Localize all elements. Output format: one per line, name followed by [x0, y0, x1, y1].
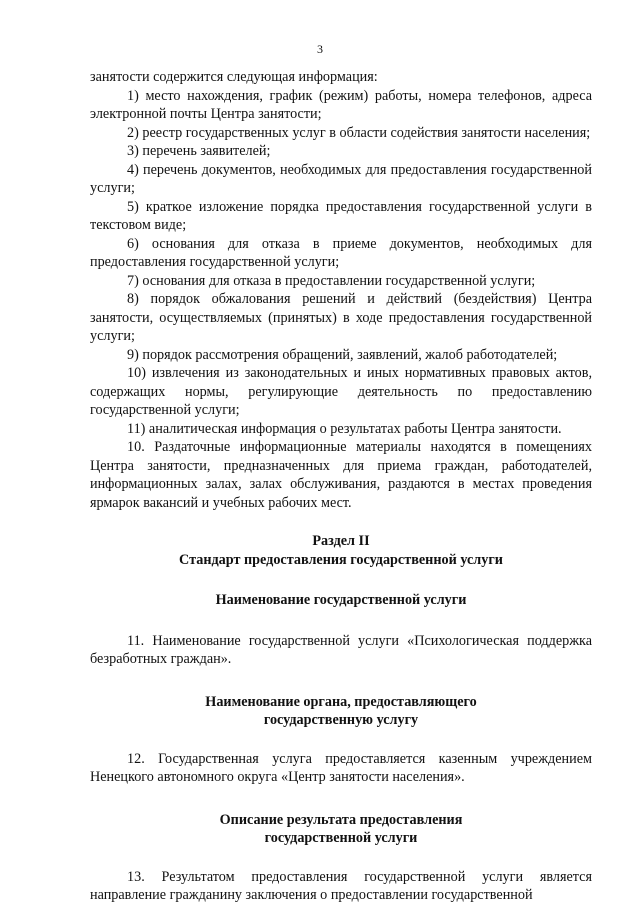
list-item: 4) перечень документов, необходимых для предоставления государственной услуги; — [90, 161, 592, 196]
clause-13: 13. Результатом предоставления государственной услуги является направление гражданину заключения о предоставлении государственной — [90, 868, 592, 903]
heading-authority-line2: государственную услугу — [263, 712, 419, 728]
paragraph-intro: занятости содержится следующая информация: — [90, 69, 378, 85]
heading-authority-line1: Наименование органа, предоставляющего — [205, 693, 477, 710]
paragraph-10: 10. Раздаточные информационные материалы находятся в помещениях Центра занятости, предназначенных для приема граждан, работодателей, информационных залах, залах обслуживания, раздаются в местах проведения ярмарок вакансий и учебных рабочих мест. — [90, 439, 592, 511]
list-item: 8) порядок обжалования решений и действий (бездействия) Центра занятости, осуществляемых (принятых) в ходе предоставления государственной услуги; — [90, 291, 592, 344]
list-item: 11) аналитическая информация о результатах работы Центра занятости. — [127, 420, 562, 437]
list-item: 3) перечень заявителей; — [127, 143, 271, 159]
list-item: 9) порядок рассмотрения обращений, заявлений, жалоб работодателей; — [127, 346, 558, 363]
clause-12: 12. Государственная услуга предоставляется казенным учреждением Ненецкого автономного округа «Центр занятости населения». — [90, 750, 592, 785]
list-item: 7) основания для отказа в предоставлении государственной услуги; — [127, 272, 536, 289]
list-item: 2) реестр государственных услуг в области содействия занятости населения; — [127, 124, 591, 141]
list-item: 6) основания для отказа в приеме документов, необходимых для предоставления государственной услуги; — [90, 235, 592, 270]
heading-result-line1: Описание результата предоставления — [219, 811, 463, 828]
heading-service-name: Наименование государственной услуги — [215, 592, 467, 608]
section-title: Стандарт предоставления государственной услуги — [179, 551, 503, 568]
document-body — [90, 68, 592, 905]
list-item: 10) извлечения из законодательных и иных нормативных правовых актов, содержащих нормы, регулирующие деятельность по предоставлению государственной услуги; — [90, 365, 592, 418]
page-number: 3 — [317, 42, 323, 56]
list-item: 5) краткое изложение порядка предоставления государственной услуги в текстовом виде; — [90, 198, 592, 233]
list-item: 1) место нахождения, график (режим) работы, номера телефонов, адреса электронной почты Центра занятости; — [90, 87, 592, 122]
heading-result-line2: государственной услуги — [264, 830, 418, 846]
section-label: Раздел II — [312, 533, 370, 549]
clause-11: 11. Наименование государственной услуги «Психологическая поддержка безработных граждан». — [90, 632, 592, 667]
